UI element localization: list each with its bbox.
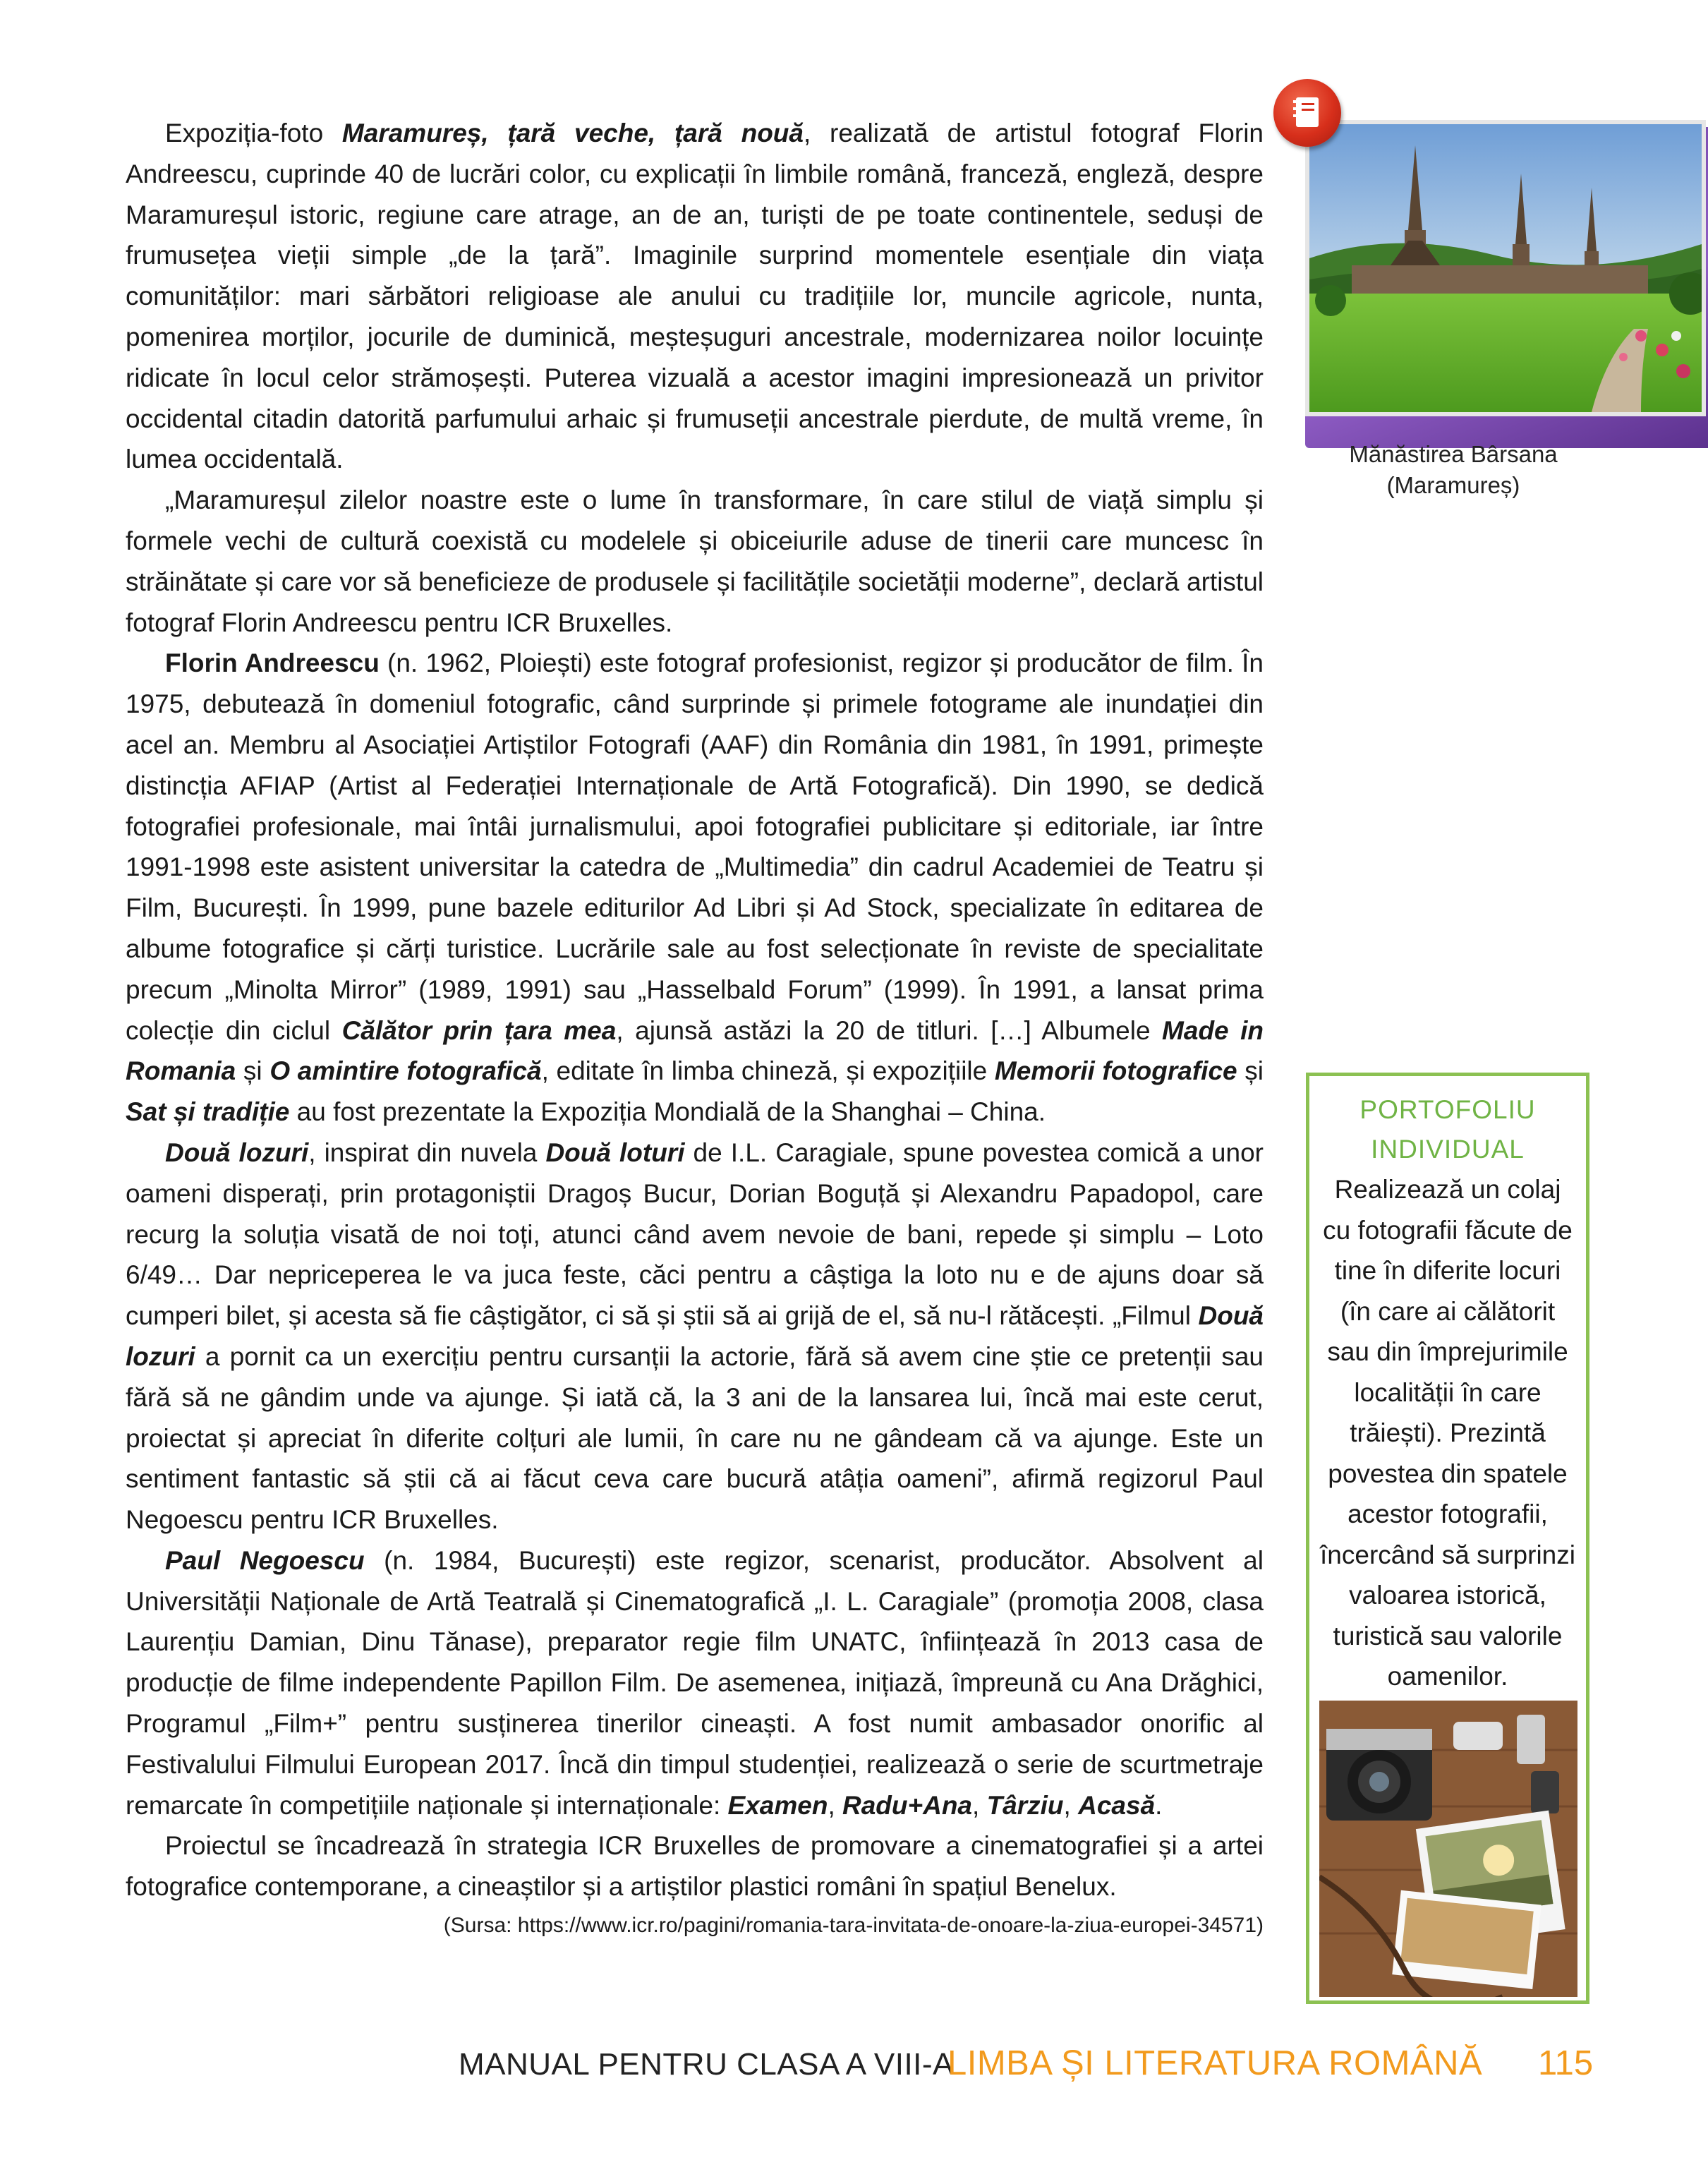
article-body bbox=[126, 113, 1264, 1944]
footer-subject-label: LIMBA ȘI LITERATURA ROMÂNĂ bbox=[947, 2044, 1483, 2082]
paragraph-project: Proiectul se încadrează în strategia ICR Bruxelles de promovare a cinematografiei și a artei fotografice contemporane, a cineaștilor și a artiștilor plastici români în spațiul Benelux. bbox=[126, 1831, 1264, 1902]
paragraph-quote-andreescu: „Maramureșul zilelor noastre este o lume în transformare, în care stilul de viață simplu și formele vechi de cultură coexistă cu modelele și obiceiurile aduse de tinerii care muncesc în străinătate și care vor să beneficieze de produsele și facilitățile societății moderne”, declară artistul fotograf Florin Andreescu pentru ICR Bruxelles. bbox=[126, 485, 1264, 637]
paragraph-film: Două lozuri, inspirat din nuvela Două loturi de I.L. Caragiale, spune povestea comică a unor oameni disperați, prin protagoniștii Dragoș Bucur, Dorian Boguță și Alexandru Papadopol, care recurg la soluția visată de noi toți, atunci când avem nevoie de bani, repede și simplu – Loto 6/49… Dar nepriceperea le va juca feste, căci pentru a câștiga la loto nu e de ajuns doar să cumperi bilet, și acesta să fie câștigător, ci să și știi să ai grijă de el, să nu-l rătăcești. „Filmul Două lozuri a pornit ca un exercițiu pentru cursanții la actorie, fără să avem cine știe ce pretenții sau fără să ne gândim unde va ajunge. Și iată că, la 3 ani de la lansarea lui, încă mai este cerut, proiectat și apreciat în diferite colțuri ale lumii, în care nu ne gândeam că va ajunge. Este un sentiment fantastic să știi că ai făcut ceva care bucură atâția oameni”, afirmă regizorul Paul Negoescu pentru ICR Bruxelles. bbox=[126, 1137, 1264, 1535]
monastery-illustration bbox=[1309, 124, 1702, 412]
paragraph-andreescu-bio: Florin Andreescu (n. 1962, Ploiești) este fotograf profesionist, regizor și producător de film. În 1975, debutează în domeniul fotografic, când surprinde și primele fotograme ale inundației din acel an. Membru al Asociației Artiștilor Fotografi (AAF) din România din 1981, în 1991, primește distincția AFIAP (Artist al Federației Internaționale de Artă Fotografică). Din 1990, se dedică fotografiei profesionale, mai întâi jurnalismului, apoi fotografiei publicitare și editoriale, iar între 1991-1998 este asistent universitar la catedra de „Multimedia” din cadrul Academiei de Teatru și Film, București. În 1999, pune bazele editurilor Ad Libri și Ad Stock, specializate în editarea de albume fotografice și cărți turistice. Lucrările sale au fost selecționate în reviste de specialitate precum „Minolta Mirror” (1989, 1991) sau „Hasselbald Forum” (1999). În 1991, a lansat prima colecție din ciclul Călător prin țara mea, ajunsă astăzi la 20 de titluri. […] Albumele Made in Romania și O amintire fotografică, editate în limba chineză, și expozițiile Memorii fotografice și Sat și tradiție au fost prezentate la Expoziția Mondială de la Shanghai – China. bbox=[126, 648, 1264, 1127]
portfolio-text: Realizează un colaj cu fotografii făcute de tine în diferite locuri (în care ai călătorit sau din împrejurimile localității în care trăiești). Prezintă povestea din spatele acestor fotografii, încercând să surprinzi valoarea istorică, turistică sau valorile oamenilor. bbox=[1320, 1175, 1575, 1691]
paragraph-negoescu-bio: Paul Negoescu (n. 1984, București) este regizor, scenarist, producător. Absolvent al Universității Naționale de Artă Teatrală și Cinematografică „I. L. Caragiale” (promoția 2008, clasa Laurențiu Damian, Dinu Tănase), preparator regie film UNATC, înființează în 2013 casa de producție de filme independente Papillon Film. De asemenea, inițiază, împreună cu Ana Drăghici, Programul „Film+” pentru susținerea tinerilor cineaști. A fost numit ambasador onorific al Festivalului Filmului European 2017. Încă din timpul studenției, realizează o serie de scurtmetraje remarcate în competițiile naționale și internaționale: Examen, Radu+Ana, Târziu, Acasă. bbox=[126, 1545, 1264, 1820]
page-number: 115 bbox=[1538, 2044, 1594, 2082]
andreescu-name: Florin Andreescu bbox=[165, 648, 380, 678]
negoescu-name: Paul Negoescu bbox=[165, 1545, 365, 1575]
film-title: Două lozuri bbox=[165, 1137, 309, 1167]
photo-caption: Mănăstirea Bârsana (Maramureș) bbox=[1349, 441, 1558, 498]
notebook-icon bbox=[1273, 79, 1341, 147]
paragraph-exhibition: Expoziția-foto Maramureș, țară veche, țară nouă, realizată de artistul fotograf Florin Andreescu, cuprinde 40 de lucrări color, cu explicații în limbile română, franceză, engleză, despre Maramureșul istoric, regiune care atrage, an de an, turiști de pe toate continentele, seduși de frumusețea vieții simple „de la țară”. Imaginile surprind momentele esențiale din viața comunităților: mari sărbători religioase ale anului cu tradițiile lor, muncile agricole, nunta, pomenirea morților, jocurile de duminică, meșteșuguri ancestrale, modernizarea noilor locuințe ridicate în locul celor strămoșești. Puterea vizuală a acestor imagini impresionează un privitor occidental citadin datorită parfumului arhaic și frumuseții ancestrale pierdute, de multă vreme, în lumea occidentală. bbox=[126, 119, 1264, 474]
camera-photos-image bbox=[1319, 1701, 1577, 1997]
source-citation: (Sursa: https://www.icr.ro/pagini/romania-tara-invitata-de-onoare-la-ziua-europei-34571) bbox=[443, 1914, 1264, 1938]
portfolio-box bbox=[1306, 1073, 1589, 2004]
monastery-photo bbox=[1305, 120, 1706, 416]
exhibition-title: Maramureș, țară veche, țară nouă bbox=[341, 119, 804, 147]
portfolio-title: PORTOFOLIU INDIVIDUAL bbox=[1359, 1095, 1536, 1164]
footer-manual-label: MANUAL PENTRU CLASA A VIII-A bbox=[459, 2047, 954, 2082]
